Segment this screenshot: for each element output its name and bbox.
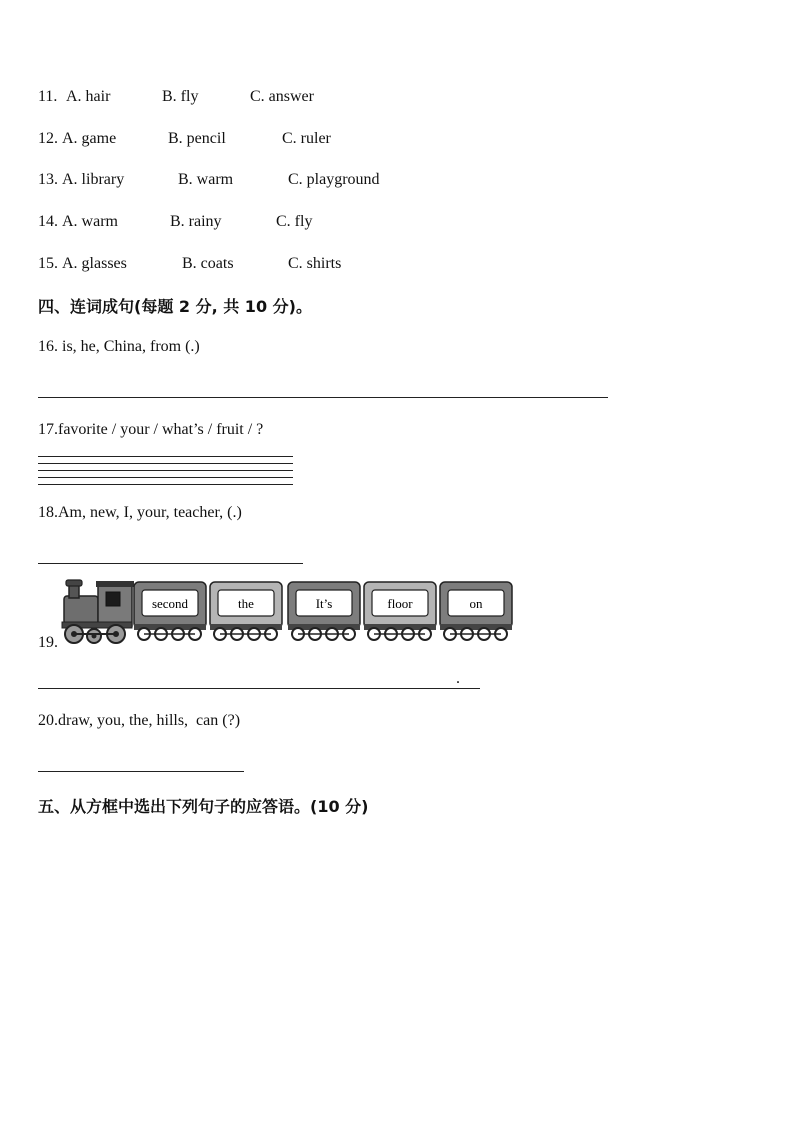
sentence-period: .: [456, 670, 460, 687]
answer-line-19[interactable]: [38, 688, 480, 689]
question-number: 11.: [38, 88, 58, 105]
option-a: A. glasses: [62, 255, 127, 272]
train-car-3[interactable]: [288, 582, 360, 640]
option-b: B. fly: [162, 88, 199, 105]
question-19-number: 19.: [38, 634, 58, 651]
question-20: 20.draw, you, the, hills, can (?): [38, 712, 241, 729]
answer-line-18[interactable]: [38, 563, 303, 564]
question-number: 13.: [38, 171, 58, 188]
option-a: A. hair: [66, 88, 111, 105]
question-16: 16. is, he, China, from (.): [38, 338, 200, 355]
question-number: 12.: [38, 130, 58, 147]
train-car-1[interactable]: [134, 582, 206, 640]
question-number: 14.: [38, 213, 58, 230]
section-4-heading: 四、连词成句(每题 2 分, 共 10 分)。: [38, 297, 312, 316]
option-b: B. pencil: [168, 130, 226, 147]
section-5-heading: 五、从方框中选出下列句子的应答语。(10 分): [38, 797, 369, 816]
train-illustration: [60, 578, 520, 648]
car-word: on: [469, 596, 483, 611]
writing-line: [38, 456, 293, 457]
car-word: floor: [387, 596, 413, 611]
option-a: A. library: [62, 171, 125, 188]
option-b: B. warm: [178, 171, 234, 188]
answer-line-20[interactable]: [38, 771, 244, 772]
question-number: 15.: [38, 255, 58, 272]
train-car-5[interactable]: [440, 582, 512, 640]
option-c: C. fly: [276, 213, 313, 230]
car-word: second: [151, 596, 189, 611]
option-c: C. shirts: [288, 255, 342, 272]
train-car-4[interactable]: [364, 582, 436, 640]
car-word: It’s: [315, 596, 333, 611]
option-a: A. warm: [62, 213, 118, 230]
train-car-2[interactable]: [210, 582, 282, 640]
writing-line: [38, 484, 293, 485]
writing-line: [38, 470, 293, 471]
option-b: B. rainy: [170, 213, 222, 230]
option-c: C. playground: [288, 171, 380, 188]
option-a: A. game: [62, 130, 117, 147]
answer-line-16[interactable]: [38, 397, 608, 398]
car-word: the: [238, 596, 254, 611]
writing-line: [38, 477, 293, 478]
writing-line: [38, 463, 293, 464]
option-c: C. answer: [250, 88, 314, 105]
option-c: C. ruler: [282, 130, 331, 147]
option-b: B. coats: [182, 255, 234, 272]
question-18: 18.Am, new, I, your, teacher, (.): [38, 504, 242, 521]
locomotive-icon: [62, 580, 134, 643]
question-17: 17.favorite / your / what’s / fruit / ?: [38, 421, 264, 438]
